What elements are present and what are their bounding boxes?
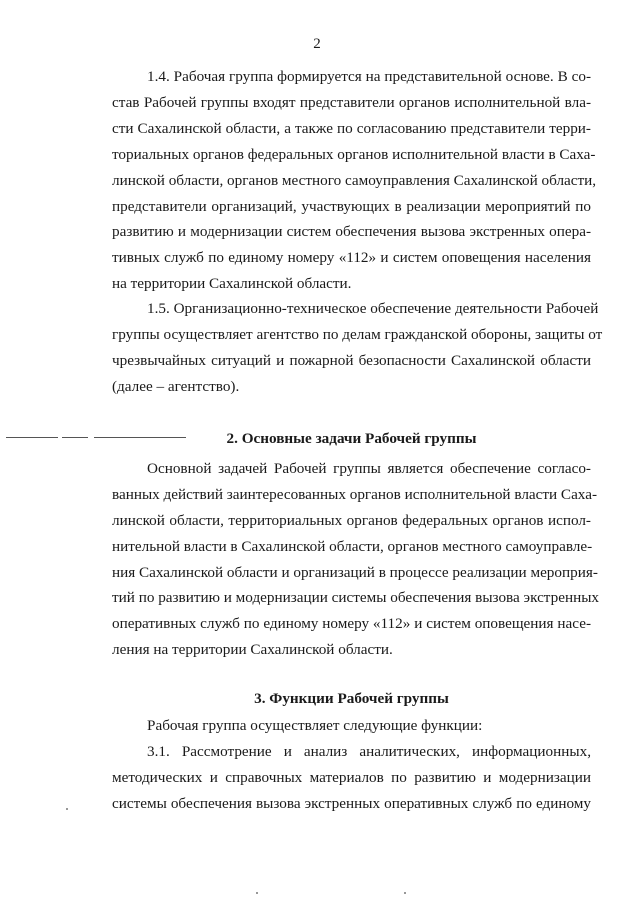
section-2-line: тий по развитию и модернизации системы обеспечения вызова экстренных [112,589,600,606]
paragraph-1-4-line: сти Сахалинской области, а также по согласованию представители терри- [112,120,591,137]
paragraph-1-4-line: тивных служб по единому номеру «112» и систем оповещения населения [112,249,591,266]
paragraph-1-4-line: 1.4. Рабочая группа формируется на представительной основе. В со- [147,68,591,85]
paragraph-3-1-line: 3.1. Рассмотрение и анализ аналитических, информационных, [147,743,591,760]
paragraph-1-5-line: группы осуществляет агентство по делам гражданской обороны, защиты от [112,326,603,343]
page-number: 2 [313,36,321,52]
scan-artifact-line [6,437,58,438]
paragraph-1-5-line: 1.5. Организационно-техническое обеспечение деятельности Рабочей [147,300,599,317]
section-2-line: ния Сахалинской области и организаций в процессе реализации мероприя- [112,564,598,581]
scan-speck [256,892,258,894]
section-3-heading: 3. Функции Рабочей группы [254,690,449,707]
paragraph-1-4-line: линской области, органов местного самоуправления Сахалинской области, [112,172,597,189]
section-2-line: нительной власти в Сахалинской области, органов местного самоуправле- [112,538,593,555]
scan-speck [404,892,406,894]
section-2-line: линской области, территориальных органов федеральных органов испол- [112,512,591,529]
section-2-heading: 2. Основные задачи Рабочей группы [226,430,477,447]
paragraph-1-4-line: на территории Сахалинской области. [112,275,352,292]
paragraph-1-4-line: ториальных органов федеральных органов исполнительной власти в Саха- [112,146,596,163]
paragraph-1-4-line: представители организаций, участвующих в реализации мероприятий по [112,198,591,215]
paragraph-1-4-line: развитию и модернизации систем обеспечения вызова экстренных опера- [112,223,591,240]
section-2-line: Основной задачей Рабочей группы является обеспечение согласо- [147,460,591,477]
section-2-line: ления на территории Сахалинской области. [112,641,393,658]
section-2-line: ванных действий заинтересованных органов исполнительной власти Саха- [112,486,597,503]
section-2-line: оперативных служб по единому номеру «112» и систем оповещения насе- [112,615,591,632]
paragraph-1-4-line: став Рабочей группы входят представители органов исполнительной вла- [112,94,591,111]
paragraph-3-1-line: системы обеспечения вызова экстренных оперативных служб по единому [112,795,591,812]
scan-artifact-line [62,437,88,438]
paragraph-3-1-line: методических и справочных материалов по развитию и модернизации [112,769,591,786]
scan-speck [66,808,68,810]
paragraph-1-5-line: (далее – агентство). [112,378,240,395]
section-3-intro: Рабочая группа осуществляет следующие функции: [147,717,483,734]
paragraph-1-5-line: чрезвычайных ситуаций и пожарной безопасности Сахалинской области [112,352,591,369]
